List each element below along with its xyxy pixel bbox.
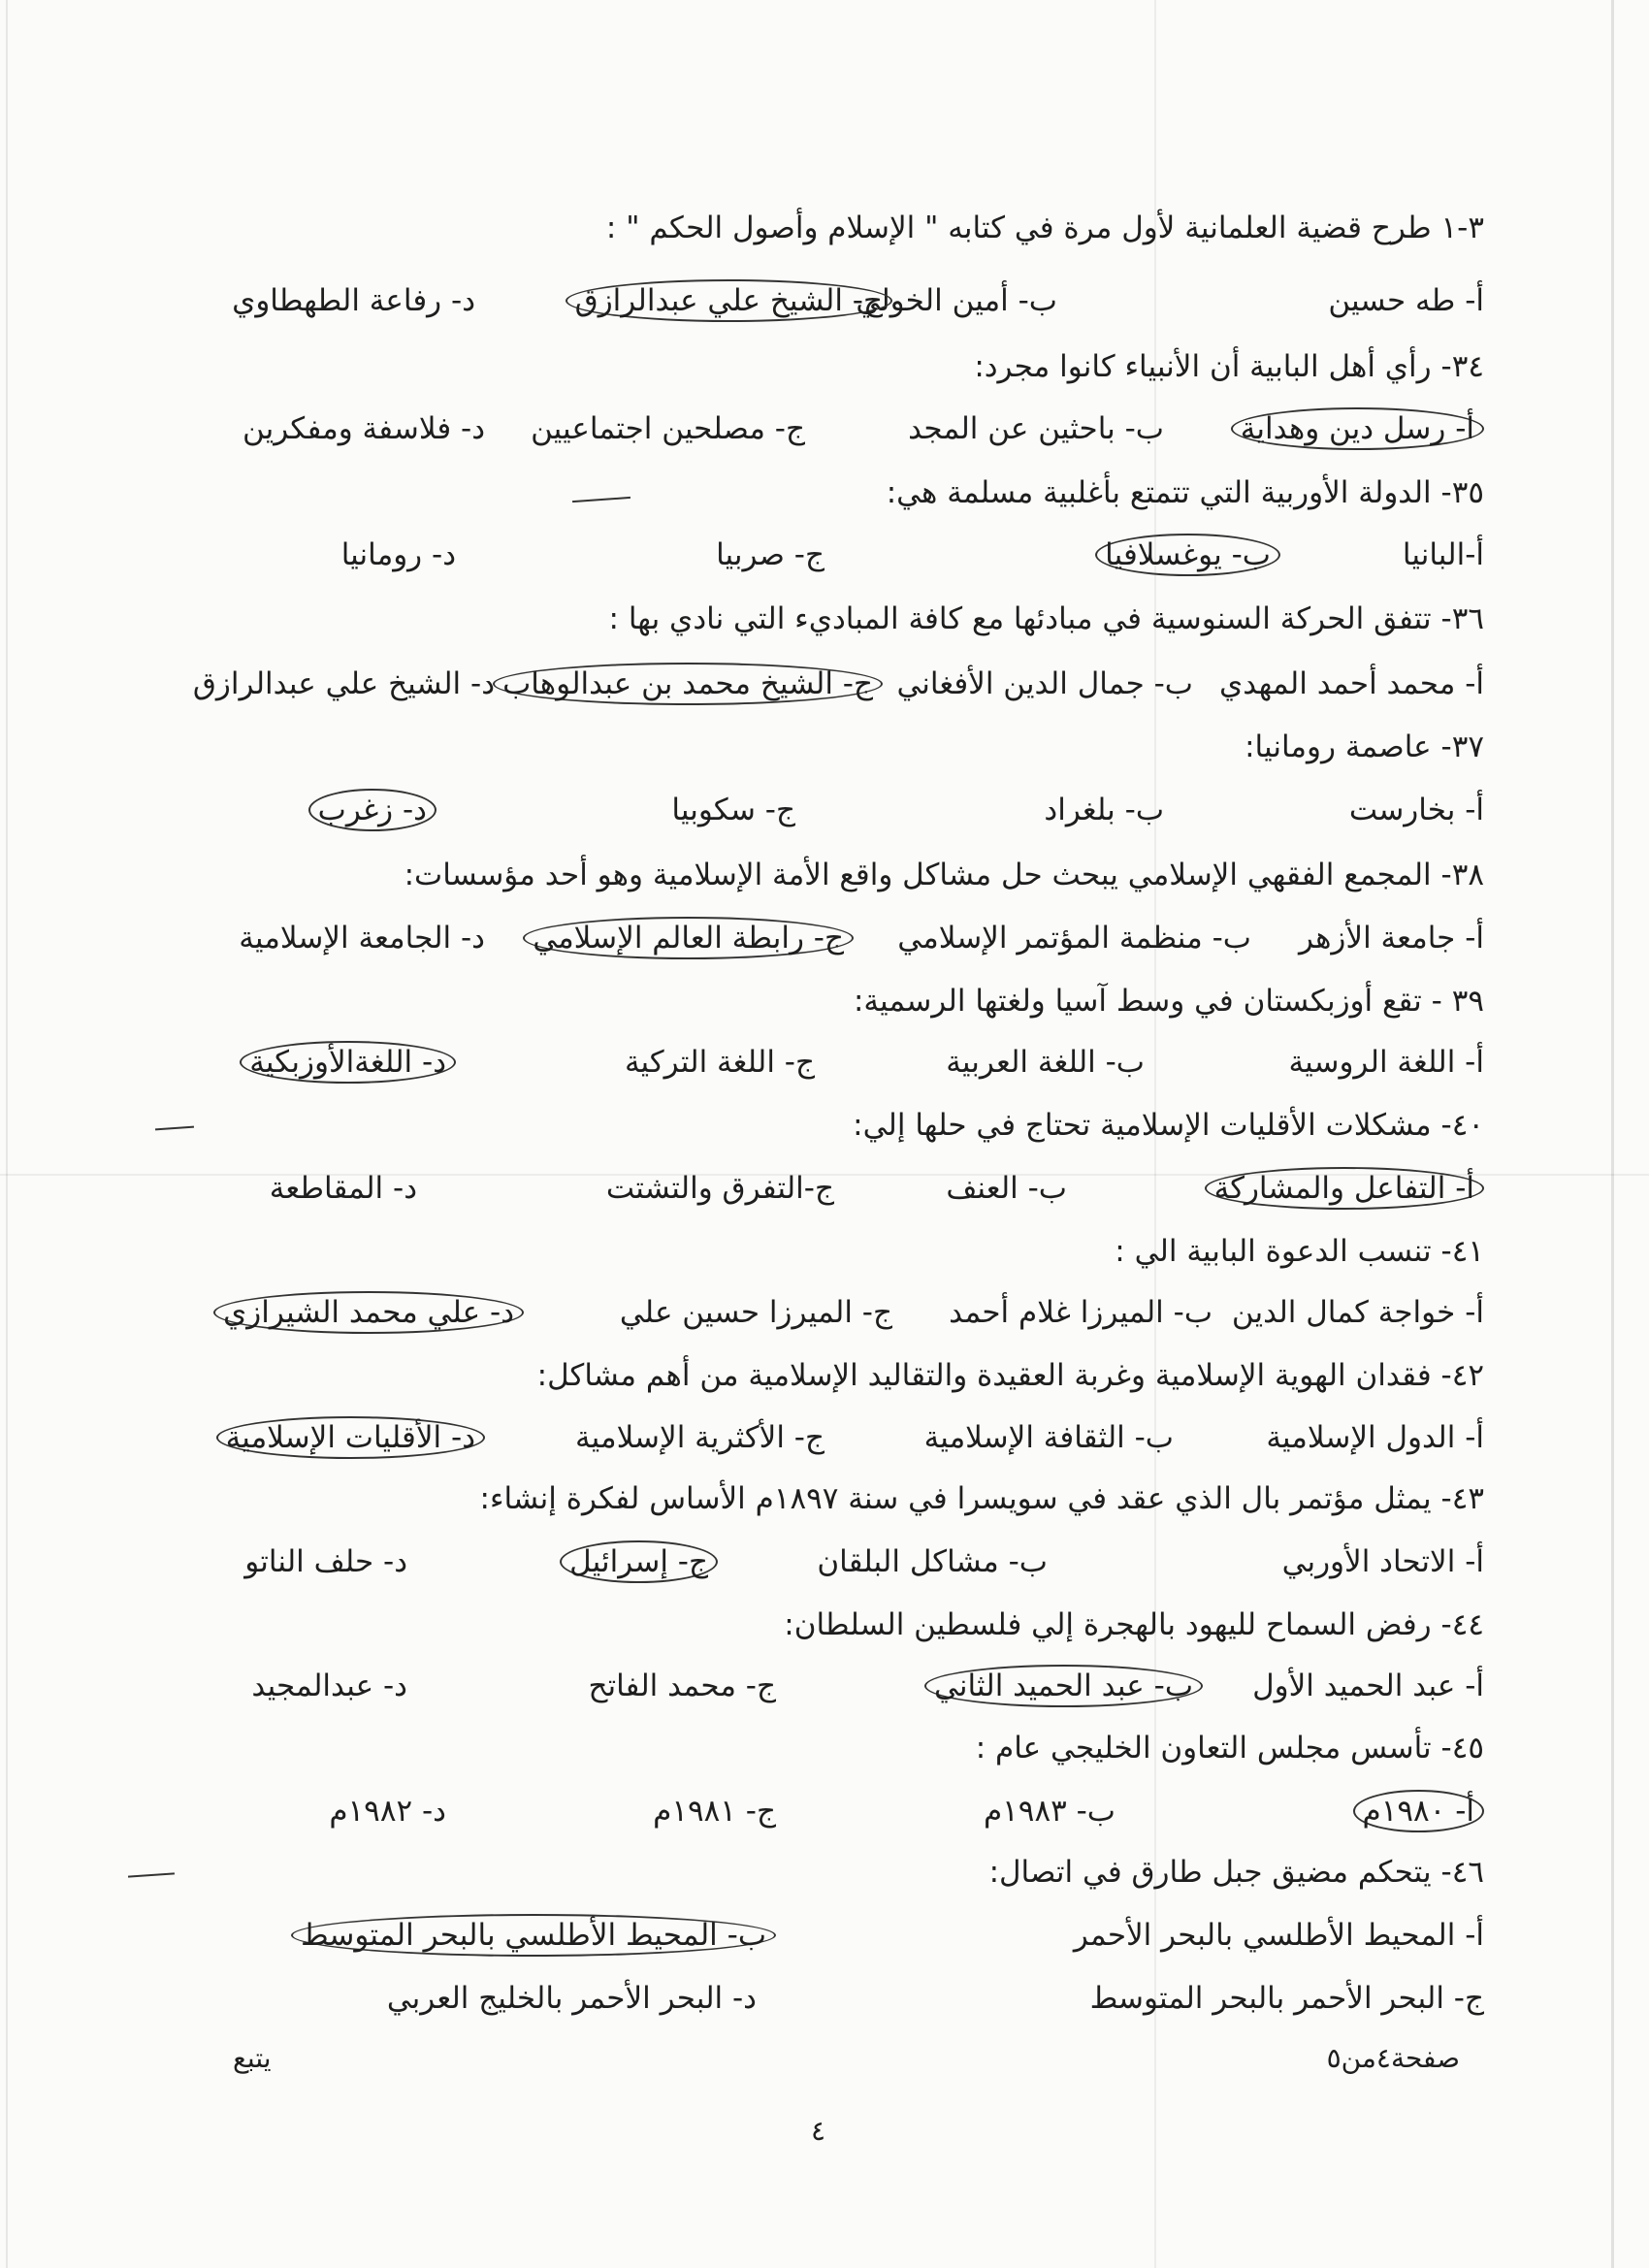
- option-c: ج-التفرق والتشتت: [605, 1171, 834, 1206]
- option-b: ب- مشاكل البلقان: [817, 1544, 1048, 1579]
- option-d: د- الشيخ علي عبدالرازق: [192, 666, 495, 701]
- option-a: أ- الدول الإسلامية: [1266, 1420, 1484, 1455]
- question-stem: ٣٨- المجمع الفقهي الإسلامي يبحث حل مشاكل واقع الأمة الإسلامية وهو أحد مؤسسات:: [404, 858, 1484, 892]
- option-b: ب- الثقافة الإسلامية: [923, 1420, 1174, 1455]
- option-c: ج- سكوبيا: [671, 793, 795, 827]
- option-a: أ- بخارست: [1348, 793, 1484, 827]
- option-d: د- ١٩٨٢م: [329, 1794, 446, 1829]
- continue-label: يتبع: [233, 2042, 272, 2074]
- question-stem: ٤٦- يتحكم مضيق جبل طارق في اتصال:: [988, 1855, 1484, 1890]
- option-d-circled: د- علي محمد الشيرازي: [213, 1291, 524, 1334]
- question-stem: ٣٩ - تقع أوزبكستان في وسط آسيا ولغتها الرسمية:: [853, 984, 1484, 1019]
- scan-edge-right: [1611, 0, 1614, 2268]
- option-a-circled: أ- ١٩٨٠م: [1353, 1790, 1484, 1832]
- option-b: ب- جمال الدين الأفغاني: [896, 666, 1193, 701]
- option-c: ج- البحر الأحمر بالبحر المتوسط: [1089, 1981, 1484, 2016]
- option-a: أ- خواجة كمال الدين: [1231, 1295, 1484, 1330]
- option-d-circled: د- زغرب: [308, 789, 436, 831]
- option-c: ج- الميرزا حسين علي: [619, 1295, 892, 1330]
- option-a: أ- عبد الحميد الأول: [1252, 1669, 1484, 1703]
- option-c-circled: ج- رابطة العالم الإسلامي: [523, 917, 854, 959]
- option-a: أ- طه حسين: [1328, 283, 1484, 318]
- question-stem: ٣٥- الدولة الأوربية التي تتمتع بأغلبية مسلمة هي:: [886, 475, 1484, 510]
- option-a: أ- محمد أحمد المهدي: [1219, 666, 1484, 701]
- option-d: د- الجامعة الإسلامية: [239, 921, 485, 956]
- option-d: د- رومانيا: [340, 537, 456, 572]
- question-stem: ٤٢- فقدان الهوية الإسلامية وغربة العقيدة والتقاليد الإسلامية من أهم مشاكل:: [536, 1358, 1484, 1393]
- option-a: أ-البانيا: [1402, 537, 1484, 572]
- page-number: ٤: [811, 2115, 826, 2147]
- option-d: د- المقاطعة: [269, 1171, 417, 1206]
- option-b: ب- باحثين عن المجد: [908, 411, 1164, 446]
- question-stem: ٤٠- مشكلات الأقليات الإسلامية تحتاج في حلها إلي:: [853, 1108, 1484, 1143]
- option-b: ب- أمين الخولي: [856, 283, 1057, 318]
- option-c: ج- مصلحين اجتماعيين: [531, 411, 805, 446]
- option-b-circled: ب- يوغسلافيا: [1095, 534, 1280, 576]
- option-d-circled: د- الأقليات الإسلامية: [216, 1416, 485, 1459]
- question-stem: ٣٦- تتفق الحركة السنوسية في مبادئها مع كافة المباديء التي نادي بها :: [608, 601, 1484, 636]
- scan-edge-left: [6, 0, 8, 2268]
- option-a: أ- اللغة الروسية: [1288, 1045, 1484, 1080]
- option-d: د- حلف الناتو: [244, 1544, 407, 1579]
- option-b: ب- بلغراد: [1044, 793, 1164, 827]
- option-a: أ- جامعة الأزهر: [1298, 921, 1484, 956]
- option-d: د- فلاسفة ومفكرين: [242, 411, 485, 446]
- question-stem: ٣-١ طرح قضية العلمانية لأول مرة في كتابه " الإسلام وأصول الحكم " :: [605, 211, 1484, 245]
- option-c: ج- ١٩٨١م: [653, 1794, 776, 1829]
- option-a: أ- المحيط الأطلسي بالبحر الأحمر: [1073, 1918, 1484, 1953]
- option-c: ج- محمد الفاتح: [588, 1669, 776, 1703]
- option-c: ج- اللغة التركية: [624, 1045, 815, 1080]
- question-stem: ٤١- تنسب الدعوة البابية الي :: [1115, 1234, 1484, 1269]
- option-b-circled: ب- المحيط الأطلسي بالبحر المتوسط: [291, 1914, 776, 1957]
- option-d: د- البحر الأحمر بالخليج العربي: [386, 1981, 757, 2016]
- option-c: ج- الأكثرية الإسلامية: [574, 1420, 824, 1455]
- question-stem: ٤٥- تأسس مجلس التعاون الخليجي عام :: [975, 1731, 1484, 1766]
- option-d: د- رفاعة الطهطاوي: [232, 283, 475, 318]
- option-c-circled: ج- الشيخ محمد بن عبدالوهاب: [493, 663, 883, 705]
- option-c-circled: ج- الشيخ علي عبدالرازق: [566, 279, 892, 322]
- question-stem: ٤٣- يمثل مؤتمر بال الذي عقد في سويسرا في سنة ١٨٩٧م الأساس لفكرة إنشاء:: [479, 1481, 1484, 1516]
- option-a: أ- الاتحاد الأوربي: [1281, 1544, 1484, 1579]
- option-c-circled: ج- إسرائيل: [560, 1540, 718, 1583]
- option-b: ب- العنف: [946, 1171, 1067, 1206]
- option-a-circled: أ- رسل دين وهداية: [1231, 407, 1484, 450]
- option-c: ج- صربيا: [716, 537, 824, 572]
- question-stem: ٣٤- رأي أهل البابية أن الأنبياء كانوا مجرد:: [974, 349, 1484, 384]
- option-b-circled: ب- عبد الحميد الثاني: [924, 1665, 1203, 1707]
- option-d: د- عبدالمجيد: [251, 1669, 407, 1703]
- option-b: ب- الميرزا غلام أحمد: [949, 1295, 1212, 1330]
- option-b: ب- ١٩٨٣م: [983, 1794, 1116, 1829]
- page-count-label: صفحة٤من٥: [1326, 2042, 1460, 2074]
- option-b: ب- اللغة العربية: [946, 1045, 1145, 1080]
- question-stem: ٤٤- رفض السماح لليهود بالهجرة إلي فلسطين السلطان:: [784, 1607, 1484, 1642]
- option-b: ب- منظمة المؤتمر الإسلامي: [897, 921, 1251, 956]
- option-a-circled: أ- التفاعل والمشاركة: [1205, 1167, 1484, 1210]
- option-d-circled: د- اللغةالأوزبكية: [240, 1041, 456, 1084]
- question-stem: ٣٧- عاصمة رومانيا:: [1245, 729, 1484, 764]
